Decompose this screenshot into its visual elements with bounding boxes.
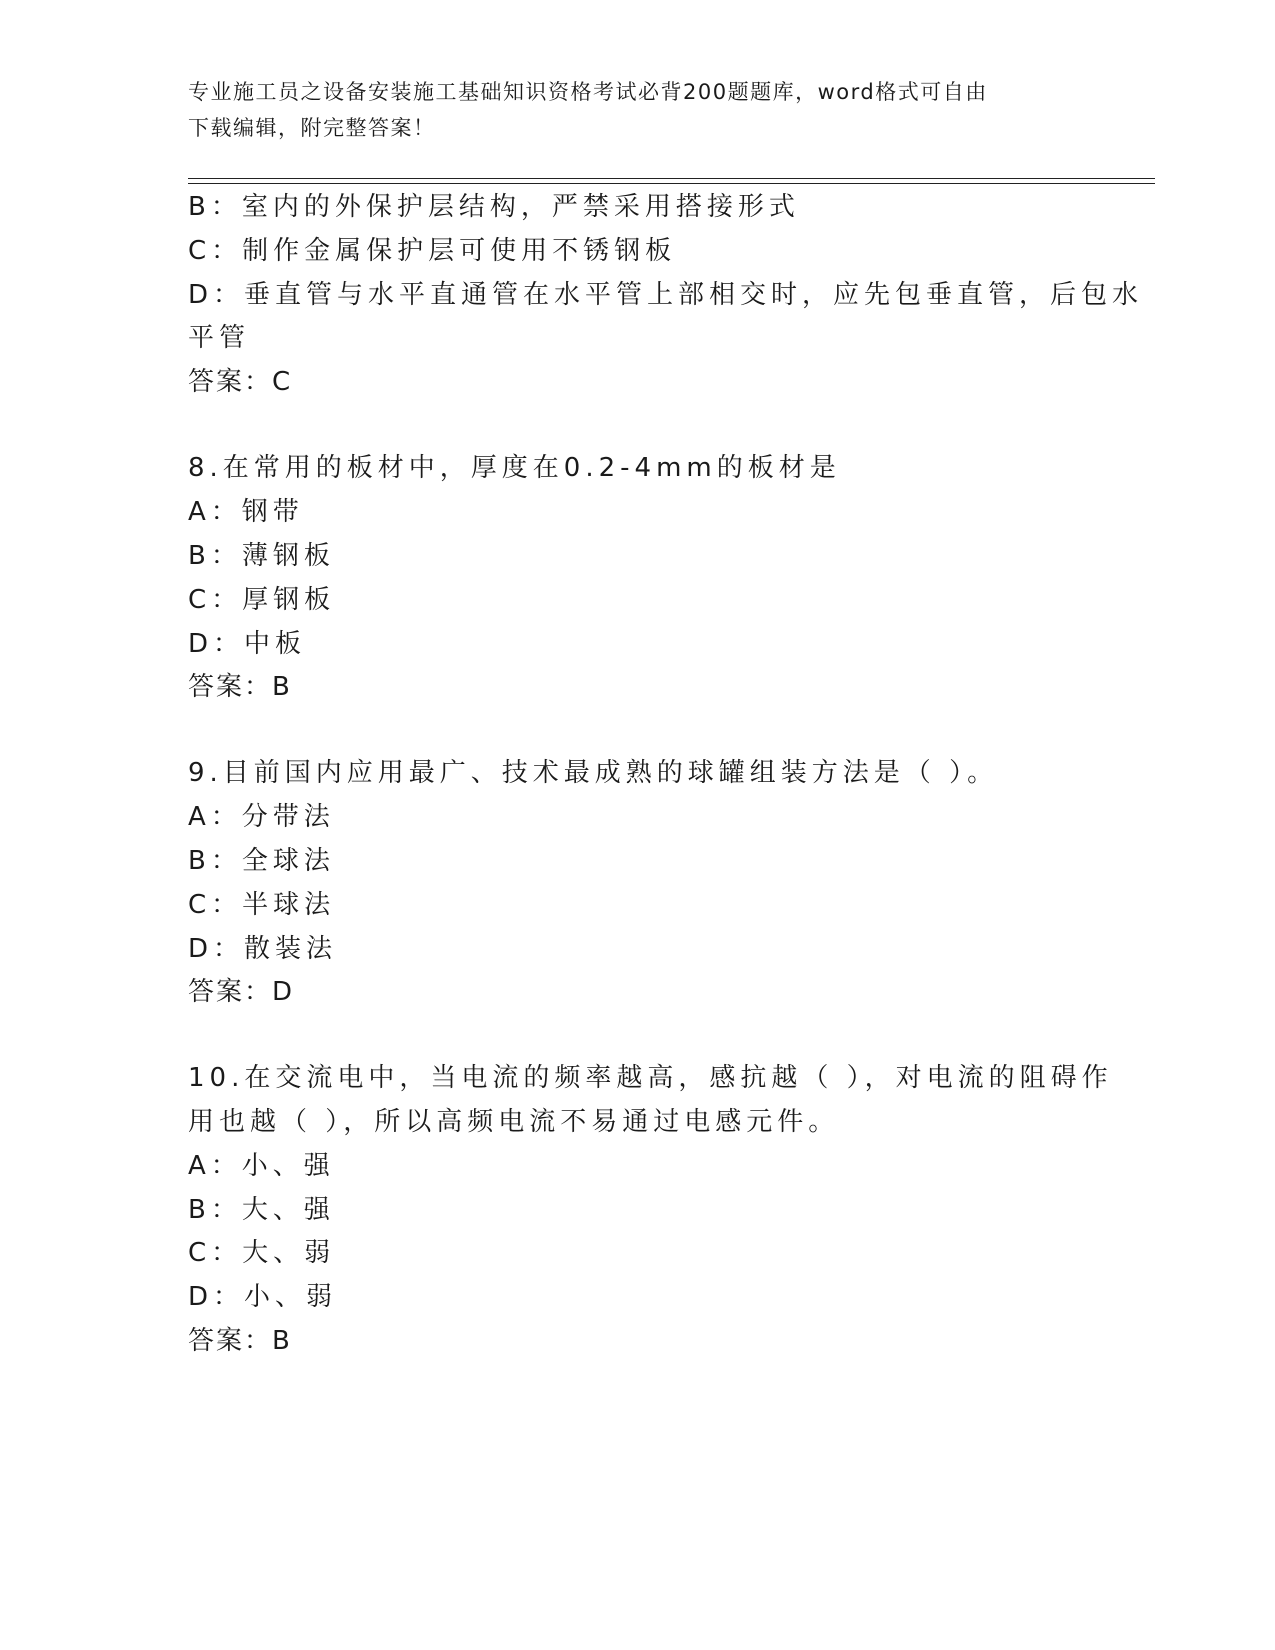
q9-answer: 答案：D (188, 977, 295, 1007)
header-divider-top (188, 178, 1155, 179)
q8-question: 8.在常用的板材中，厚度在0.2-4mm的板材是 (188, 453, 841, 483)
header-line-2: 下载编辑，附完整答案！ (188, 116, 436, 140)
q10-option-c: C：大、弱 (188, 1238, 336, 1268)
q8-option-b: B：薄钢板 (188, 541, 335, 571)
q9-option-c: C：半球法 (188, 890, 336, 920)
q10-option-a: A：小、强 (188, 1151, 335, 1181)
q7-option-d-line-1: D：垂直管与水平直通管在水平管上部相交时，应先包垂直管，后包水 (188, 280, 1144, 310)
q8-option-c: C：厚钢板 (188, 585, 336, 615)
q9-question: 9.目前国内应用最广、技术最成熟的球罐组装方法是（ ）。 (188, 758, 999, 788)
q7-answer: 答案：C (188, 367, 293, 397)
header-divider-bottom (188, 183, 1155, 184)
q10-answer: 答案：B (188, 1326, 292, 1356)
q8-option-a: A：钢带 (188, 497, 304, 527)
q8-option-d: D：中板 (188, 629, 307, 659)
q8-answer: 答案：B (188, 672, 292, 702)
q7-option-d-line-2: 平管 (188, 323, 251, 353)
q10-question-line-1: 10.在交流电中，当电流的频率越高，感抗越（ ），对电流的阻碍作 (188, 1063, 1113, 1093)
q7-option-b: B：室内的外保护层结构，严禁采用搭接形式 (188, 192, 800, 222)
q10-question-line-2: 用也越（ ），所以高频电流不易通过电感元件。 (188, 1107, 840, 1137)
document-header (188, 74, 1068, 146)
q10-option-d: D：小、弱 (188, 1282, 338, 1312)
q9-option-a: A：分带法 (188, 802, 335, 832)
q9-option-d: D：散装法 (188, 934, 338, 964)
q10-option-b: B：大、强 (188, 1195, 335, 1225)
q7-option-c: C：制作金属保护层可使用不锈钢板 (188, 236, 677, 266)
header-line-1: 专业施工员之设备安装施工基础知识资格考试必背200题题库，word格式可自由 (188, 80, 988, 104)
q9-option-b: B：全球法 (188, 846, 335, 876)
